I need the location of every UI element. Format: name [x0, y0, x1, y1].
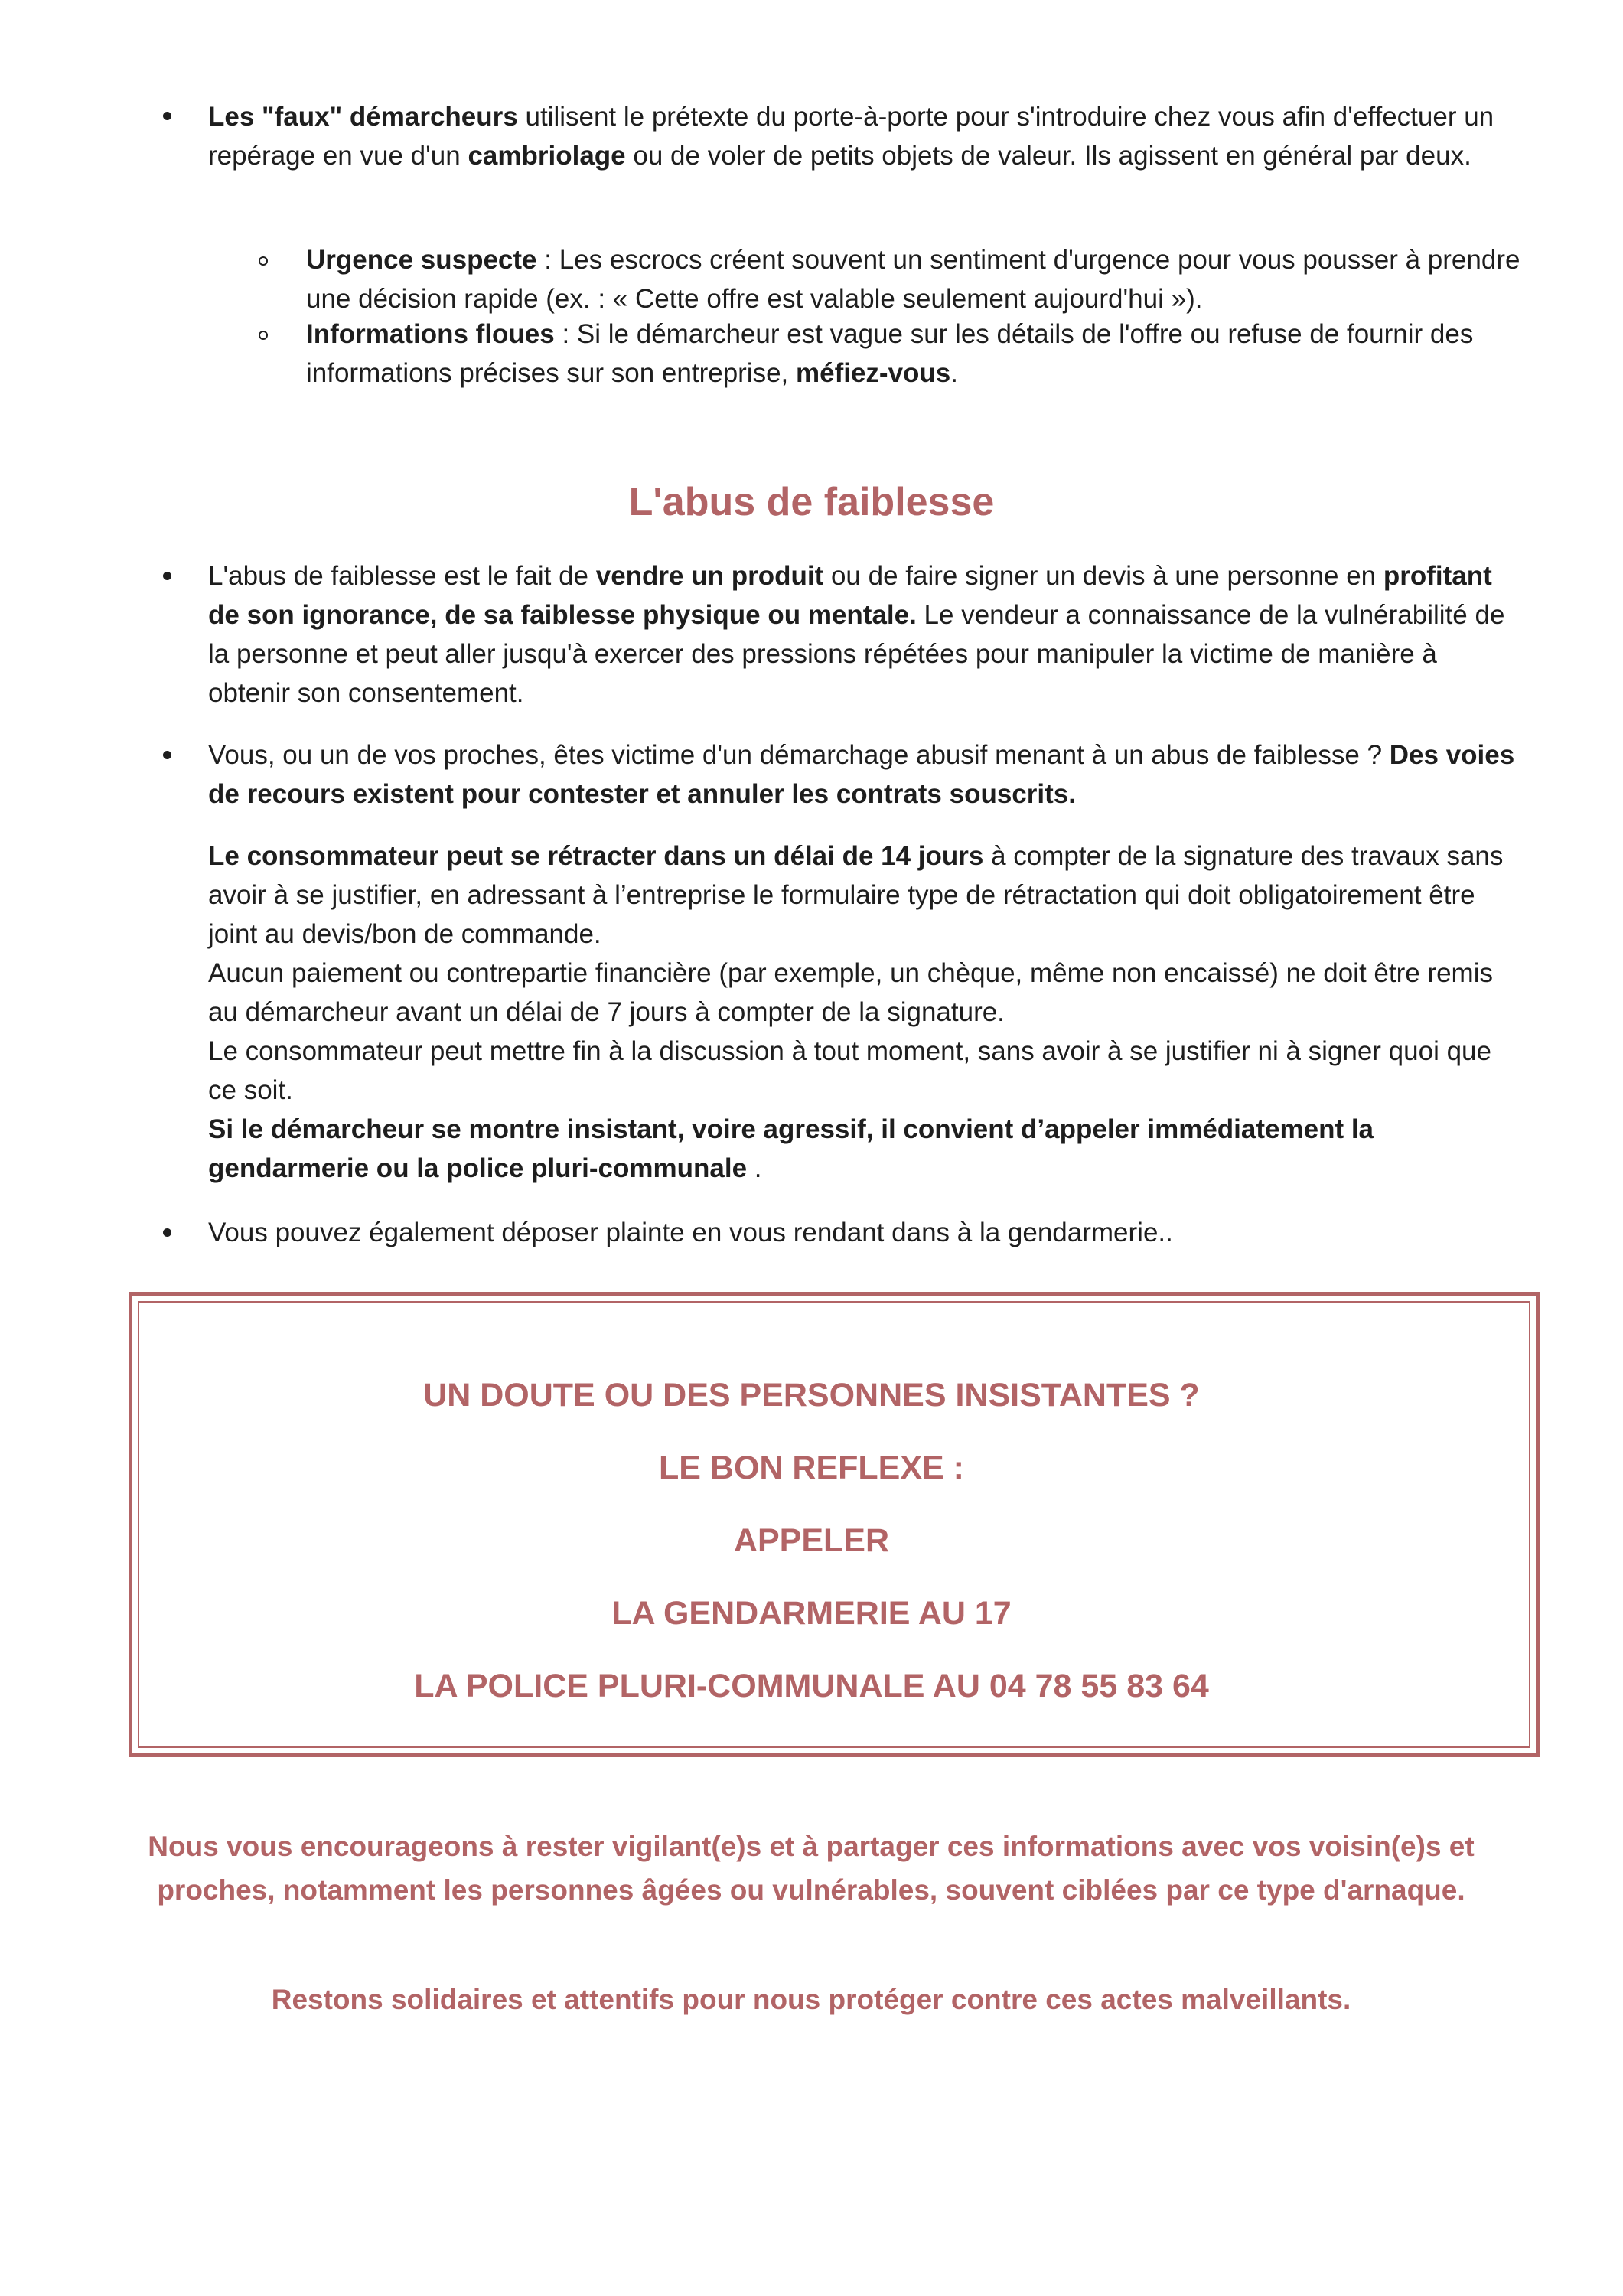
- body-text: : Les escrocs créent souvent un sentiment d'urgence pour vous pousser à prendre une décision rapide (ex. : « Cette offre est valable seulement aujourd'hui »).: [306, 245, 1520, 314]
- body-text: .: [950, 358, 959, 388]
- retractation-paragraph: [208, 837, 1524, 954]
- alert-line-reflexe: LE BON REFLEXE :: [659, 1450, 964, 1486]
- bold-text: cambriolage: [468, 141, 626, 171]
- urgence-suspecte-item: [306, 240, 1530, 318]
- abus-definition-bullet: [208, 556, 1524, 713]
- bold-text: Les "faux" démarcheurs: [208, 102, 518, 132]
- closing-slogan: Restons solidaires et attentifs pour nous protéger contre ces actes malveillants.: [271, 1984, 1351, 2015]
- bold-text: Urgence suspecte: [306, 245, 537, 275]
- bullet-icon: [163, 112, 171, 120]
- closing-paragraph: Nous vous encourageons à rester vigilant(e)s et à partager ces informations avec vos voisin(e)s et proches, notamment les personnes âgées ou vulnérables, souvent ciblées par ce type d'arnaque.: [148, 1831, 1475, 1906]
- bold-text: vendre un produit: [595, 561, 824, 591]
- body-text: .: [747, 1153, 762, 1183]
- bold-text: Si le démarcheur se montre insistant, voire agressif, il convient d’appeler immédiatement la gendarmerie ou la police pluri-communale: [208, 1114, 1374, 1183]
- paiement-paragraph: Aucun paiement ou contrepartie financière (par exemple, un chèque, même non encaissé) ne doit être remis au démarcheur avant un délai de 7 jours à compter de la signature.: [208, 958, 1493, 1027]
- voies-recours-bullet: [208, 735, 1524, 814]
- bold-text: Informations floues: [306, 319, 555, 349]
- informations-floues-item: [306, 315, 1530, 393]
- body-text: ou de faire signer un devis à une personne en: [823, 561, 1383, 591]
- bullet-icon: [163, 1228, 171, 1237]
- body-text: Vous, ou un de vos proches, êtes victime d'un démarchage abusif menant à un abus de faiblesse ?: [208, 740, 1390, 770]
- bullet-icon: [163, 572, 171, 580]
- bold-text: Le consommateur peut se rétracter dans un délai de 14 jours: [208, 841, 984, 871]
- plainte-bullet: Vous pouvez également déposer plainte en vous rendant dans à la gendarmerie..: [208, 1218, 1173, 1247]
- bold-text: méfiez-vous: [796, 358, 951, 388]
- bullet-icon: [163, 751, 171, 759]
- faux-demarcheurs-bullet: [208, 97, 1524, 175]
- body-text: ou de voler de petits objets de valeur. Ils agissent en général par deux.: [625, 141, 1471, 171]
- discussion-paragraph: Le consommateur peut mettre fin à la discussion à tout moment, sans avoir à se justifier ni à signer quoi que ce soit.: [208, 1036, 1491, 1105]
- alert-line-gendarmerie: LA GENDARMERIE AU 17: [611, 1595, 1012, 1632]
- body-text: à compter de la signature des travaux sans avoir à se justifier, en adressant à l’entreprise le formulaire type de rétractation qui doit obligatoirement être joint au devis/bon de commande.: [208, 841, 1504, 949]
- body-text: : Si le démarcheur est vague sur les détails de l'offre ou refuse de fournir des informations précises sur son entreprise,: [306, 319, 1474, 388]
- alert-line-appeler: APPELER: [733, 1522, 890, 1559]
- alert-line-doute: UN DOUTE OU DES PERSONNES INSISTANTES ?: [423, 1377, 1200, 1414]
- alert-line-police: LA POLICE PLURI-COMMUNALE AU 04 78 55 83 64: [414, 1668, 1209, 1704]
- body-text: Le vendeur a connaissance de la vulnérabilité de la personne et peut aller jusqu'à exercer des pressions répétées pour manipuler la victime de manière à obtenir son consentement.: [208, 600, 1505, 708]
- bold-text: Des voies de recours existent pour contester et annuler les contrats souscrits.: [208, 740, 1515, 809]
- section-heading: L'abus de faiblesse: [628, 480, 995, 524]
- body-text: L'abus de faiblesse est le fait de: [208, 561, 596, 591]
- body-text: utilisent le prétexte du porte-à-porte pour s'introduire chez vous afin d'effectuer un repérage en vue d'un: [208, 102, 1494, 171]
- bold-text: profitant de son ignorance, de sa faiblesse physique ou mentale.: [208, 561, 1492, 630]
- insistant-paragraph: [208, 1110, 1524, 1188]
- sub-bullet-icon: [259, 331, 268, 340]
- sub-bullet-icon: [259, 256, 268, 266]
